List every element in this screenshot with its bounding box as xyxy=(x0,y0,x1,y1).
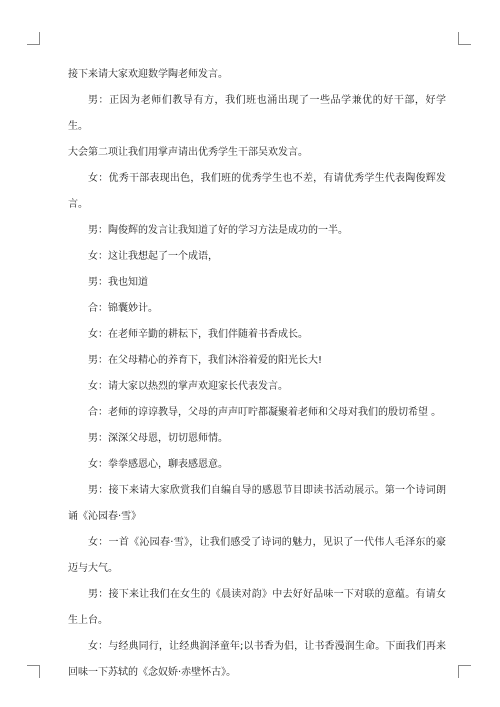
paragraph: 男：正因为老师们教导有方，我们班也涌出现了一些品学兼优的好干部，好学生。 xyxy=(68,95,446,132)
paragraph: 大会第二项让我们用掌声请出优秀学生干部吴欢发言。 xyxy=(68,147,308,158)
paragraph: 男：深深父母恩，切切恩师情。 xyxy=(88,433,228,444)
paragraph: 女：与经典同行，让经典润泽童年;以书香为侣，让书香漫润生命。下面我们再来回味一下苏轼的《念奴娇·赤壁怀古》。 xyxy=(68,641,446,678)
paragraph: 男：在父母精心的养育下，我们沐浴着爱的阳光长大! xyxy=(88,355,323,366)
crop-mark-top-left xyxy=(27,32,40,45)
crop-mark-bottom-left xyxy=(27,665,40,678)
paragraph: 女：请大家以热烈的掌声欢迎家长代表发言。 xyxy=(88,381,288,392)
crop-mark-bottom-right xyxy=(458,665,471,678)
document-body xyxy=(68,62,446,686)
crop-mark-top-right xyxy=(458,32,471,45)
paragraph: 男：接下来让我们在女生的《晨读对韵》中去好好品味一下对联的意蕴。有请女生上台。 xyxy=(68,589,446,626)
paragraph: 女：在老师辛勤的耕耘下，我们伴随着书香成长。 xyxy=(88,329,308,340)
paragraph: 男：我也知道 xyxy=(88,277,148,288)
paragraph: 男：接下来请大家欣赏我们自编自导的感恩节目即读书活动展示。第一个诗词朗诵《沁园春·雪》 xyxy=(68,485,446,522)
paragraph: 男：陶俊辉的发言让我知道了好的学习方法是成功的一半。 xyxy=(88,225,348,236)
paragraph: 合：锦囊妙计。 xyxy=(88,303,158,314)
paragraph: 合：老师的谆谆教导，父母的声声叮咛都凝聚着老师和父母对我们的殷切希望 。 xyxy=(88,407,442,418)
paragraph: 女：一首《沁园春·雪》，让我们感受了诗词的魅力，见识了一代伟人毛泽东的豪迈与大气。 xyxy=(68,537,446,574)
paragraph: 接下来请大家欢迎数学陶老师发言。 xyxy=(68,69,228,80)
paragraph: 女：优秀干部表现出色，我们班的优秀学生也不差，有请优秀学生代表陶俊辉发言。 xyxy=(68,173,446,210)
paragraph: 女：拳拳感恩心，聊表感恩意。 xyxy=(88,459,228,470)
paragraph: 女：这让我想起了一个成语， xyxy=(88,251,218,262)
